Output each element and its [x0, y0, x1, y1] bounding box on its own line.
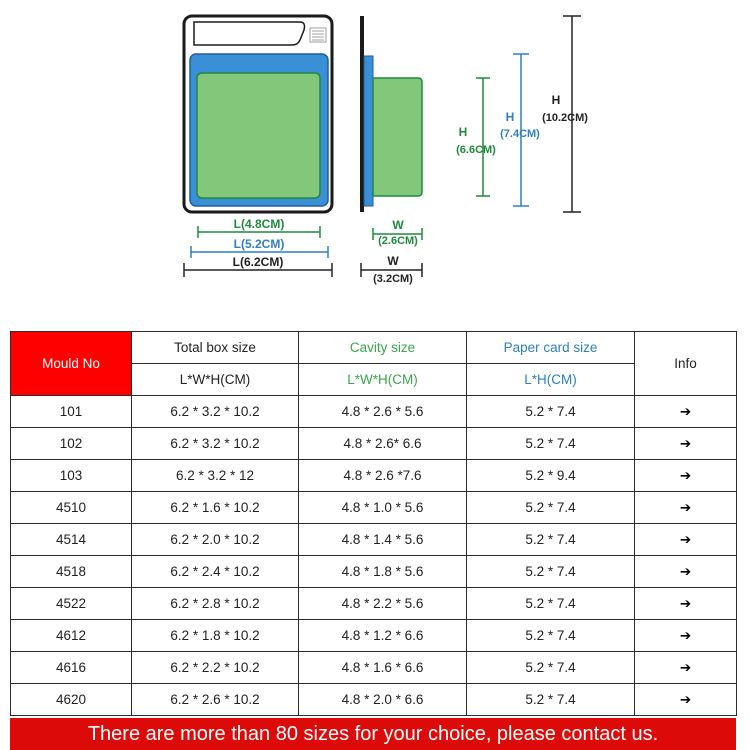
info-arrow-icon[interactable]: ➔ — [635, 460, 737, 492]
info-arrow-icon[interactable]: ➔ — [635, 524, 737, 556]
table-row — [11, 396, 737, 428]
card-size-cell: 5.2 * 7.4 — [467, 684, 635, 716]
height-total-label: H — [551, 93, 561, 107]
side-card-edge — [360, 16, 364, 212]
side-width-dimensions — [361, 218, 422, 285]
cavity-size-cell: 4.8 * 1.0 * 5.6 — [299, 492, 467, 524]
mould-no-header: Mould No — [11, 332, 132, 396]
info-arrow-icon[interactable]: ➔ — [635, 396, 737, 428]
front-length-cavity-label: L(4.8CM) — [233, 217, 285, 231]
mould-no-cell: 103 — [11, 460, 132, 492]
mould-no-cell: 102 — [11, 428, 132, 460]
info-arrow-icon[interactable]: ➔ — [635, 428, 737, 460]
total-size-cell: 6.2 * 2.6 * 10.2 — [132, 684, 299, 716]
cavity-size-cell: 4.8 * 1.6 * 6.6 — [299, 652, 467, 684]
cavity-size-header: Cavity size — [299, 332, 467, 364]
front-view — [184, 16, 332, 212]
height-cavity-label: H — [458, 125, 468, 139]
card-size-cell: 5.2 * 7.4 — [467, 556, 635, 588]
cavity-size-cell: 4.8 * 1.2 * 6.6 — [299, 620, 467, 652]
card-size-header: Paper card size — [467, 332, 635, 364]
table-row — [11, 684, 737, 716]
table-header-row — [11, 332, 737, 364]
mould-no-cell: 4612 — [11, 620, 132, 652]
side-width-cavity-label: W — [392, 218, 404, 232]
cavity-size-cell: 4.8 * 2.6 *7.6 — [299, 460, 467, 492]
cavity-size-cell: 4.8 * 2.2 * 5.6 — [299, 588, 467, 620]
height-cavity-value: (6.6CM) — [456, 144, 496, 156]
total-size-cell: 6.2 * 1.8 * 10.2 — [132, 620, 299, 652]
total-size-header: Total box size — [132, 332, 299, 364]
side-width-total-label: W — [387, 254, 399, 268]
height-dimensions — [456, 16, 588, 212]
total-size-cell: 6.2 * 3.2 * 12 — [132, 460, 299, 492]
info-arrow-icon[interactable]: ➔ — [635, 492, 737, 524]
card-size-cell: 5.2 * 7.4 — [467, 588, 635, 620]
card-size-unit: L*H(CM) — [467, 364, 635, 396]
mould-no-cell: 4620 — [11, 684, 132, 716]
table-row — [11, 588, 737, 620]
total-size-cell: 6.2 * 2.8 * 10.2 — [132, 588, 299, 620]
table-row — [11, 460, 737, 492]
card-size-cell: 5.2 * 7.4 — [467, 428, 635, 460]
front-cavity — [197, 73, 320, 198]
info-arrow-icon[interactable]: ➔ — [635, 588, 737, 620]
info-arrow-icon[interactable]: ➔ — [635, 652, 737, 684]
side-width-cavity-value: (2.6CM) — [378, 235, 418, 247]
mould-no-cell: 4522 — [11, 588, 132, 620]
total-size-cell: 6.2 * 1.6 * 10.2 — [132, 492, 299, 524]
table-row — [11, 652, 737, 684]
mould-no-cell: 4514 — [11, 524, 132, 556]
table-row — [11, 620, 737, 652]
mould-no-cell: 101 — [11, 396, 132, 428]
info-arrow-icon[interactable]: ➔ — [635, 620, 737, 652]
cavity-size-cell: 4.8 * 2.6 * 5.6 — [299, 396, 467, 428]
side-view — [360, 16, 422, 212]
hanger-slot — [194, 22, 305, 45]
height-card-value: (7.4CM) — [500, 128, 540, 140]
total-size-cell: 6.2 * 2.0 * 10.2 — [132, 524, 299, 556]
cavity-size-cell: 4.8 * 2.6* 6.6 — [299, 428, 467, 460]
side-card-blue — [364, 56, 373, 206]
table-row — [11, 556, 737, 588]
info-arrow-icon[interactable]: ➔ — [635, 684, 737, 716]
side-width-total-value: (3.2CM) — [373, 273, 413, 285]
cavity-size-cell: 4.8 * 2.0 * 6.6 — [299, 684, 467, 716]
contact-banner: There are more than 80 sizes for your choice, please contact us. — [10, 718, 736, 750]
table-row — [11, 428, 737, 460]
front-length-dimensions — [184, 217, 332, 277]
table-body — [11, 396, 737, 716]
card-size-cell: 5.2 * 7.4 — [467, 492, 635, 524]
card-size-cell: 5.2 * 7.4 — [467, 652, 635, 684]
card-size-cell: 5.2 * 7.4 — [467, 620, 635, 652]
height-total-value: (10.2CM) — [542, 112, 588, 124]
side-cavity — [373, 78, 422, 196]
cavity-size-cell: 4.8 * 1.4 * 5.6 — [299, 524, 467, 556]
info-arrow-icon[interactable]: ➔ — [635, 556, 737, 588]
mould-no-cell: 4510 — [11, 492, 132, 524]
card-size-cell: 5.2 * 9.4 — [467, 460, 635, 492]
size-spec-table — [10, 331, 737, 716]
cavity-size-cell: 4.8 * 1.8 * 5.6 — [299, 556, 467, 588]
cavity-size-unit: L*W*H(CM) — [299, 364, 467, 396]
front-length-total-label: L(6.2CM) — [232, 255, 284, 269]
total-size-cell: 6.2 * 3.2 * 10.2 — [132, 396, 299, 428]
front-length-card-label: L(5.2CM) — [233, 237, 285, 251]
total-size-cell: 6.2 * 2.4 * 10.2 — [132, 556, 299, 588]
info-header: Info — [635, 332, 737, 396]
total-size-cell: 6.2 * 2.2 * 10.2 — [132, 652, 299, 684]
table-row — [11, 524, 737, 556]
card-size-cell: 5.2 * 7.4 — [467, 524, 635, 556]
total-size-cell: 6.2 * 3.2 * 10.2 — [132, 428, 299, 460]
total-size-unit: L*W*H(CM) — [132, 364, 299, 396]
blister-dimension-diagram — [0, 0, 750, 320]
card-size-cell: 5.2 * 7.4 — [467, 396, 635, 428]
height-card-label: H — [505, 110, 515, 124]
mould-no-cell: 4518 — [11, 556, 132, 588]
mould-no-cell: 4616 — [11, 652, 132, 684]
table-row — [11, 492, 737, 524]
